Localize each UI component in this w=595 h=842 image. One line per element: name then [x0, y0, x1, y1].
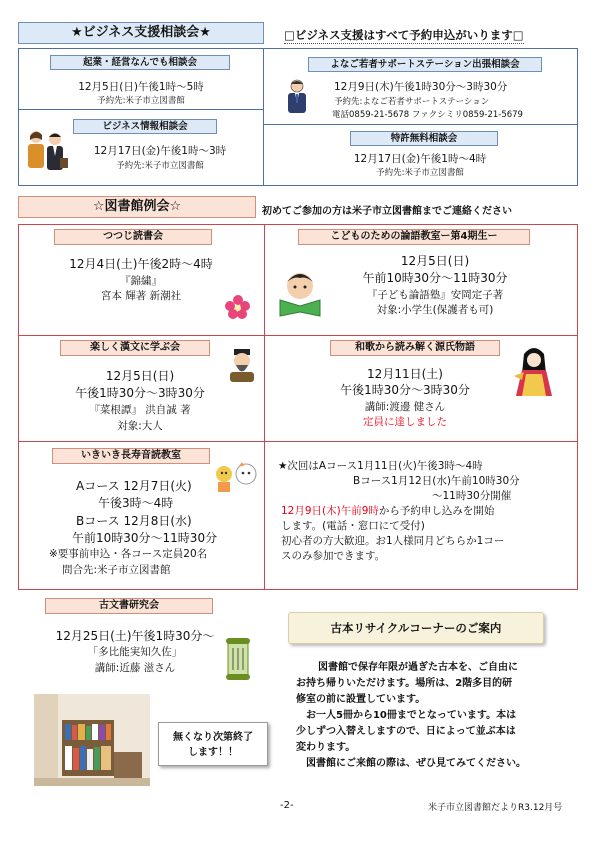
consult-info-place: 予約先:米子市立図書館 [116, 161, 204, 171]
ondoku-reservation [281, 504, 494, 518]
ondoku-a-time: 午後3時～4時 [98, 496, 174, 510]
ondoku-reservation-method: します。(電話・窓口にて受付) [281, 520, 425, 532]
rongo-date: 12月5日(日) [400, 254, 470, 268]
library-section-title: ☆図書館例会☆ [18, 196, 256, 218]
page-number: -2- [280, 800, 294, 811]
consult-startup-place: 予約先:米子市立図書館 [97, 96, 185, 106]
business-divider-v [263, 48, 264, 186]
genji-lecturer: 講師:渡邊 健さん [364, 401, 446, 413]
ondoku-note: ※要事前申込・各コース定員20名 [49, 548, 208, 560]
genji-date: 12月11日(土) [367, 367, 443, 381]
kanbun-label: 楽しく漢文に学ぶ会 [60, 340, 210, 356]
ondoku-contact: 問合先:米子市立図書館 [62, 564, 171, 576]
ondoku-next-b-end: ～11時30分開催 [432, 490, 512, 502]
tsutsuji-author: 宮本 輝著 新潮社 [100, 290, 182, 302]
ondoku-welcome: 初心者の方大歓迎。お1人様同月どちらか1コー [281, 535, 505, 547]
heian-lady-icon [512, 346, 556, 398]
komonjo-title: 「多比能実知久佐」 [87, 646, 183, 658]
tsutsuji-date: 12月4日(土)午後2時～4時 [69, 257, 213, 271]
recycle-line-7: 図書館にご来館の際は、ぜひ見てみてください。 [306, 758, 526, 769]
ondoku-a-date: Aコース 12月7日(火) [76, 479, 192, 493]
ondoku-next-b: Bコース1月12日(水)午前10時30分 [353, 475, 520, 487]
komonjo-lecturer: 講師:近藤 滋さん [94, 662, 176, 674]
consult-patent-date: 12月17日(金)午後1時～4時 [353, 153, 487, 165]
library-notice: 初めてご参加の方は米子市立図書館までご連絡ください [262, 206, 512, 217]
library-divider-h1 [18, 335, 578, 336]
ondoku-reservation-start: 12月9日(木)午前9時 [281, 505, 379, 517]
rongo-time: 午前10時30分～11時30分 [362, 271, 508, 285]
rongo-target: 対象:小学生(保護者も可) [376, 304, 494, 316]
komonjo-label: 古文書研究会 [45, 598, 213, 614]
kanbun-book: 『菜根譚』 洪自誠 著 [89, 404, 191, 416]
library-divider-v [264, 224, 265, 590]
ondoku-b-date: Bコース 12月8日(水) [76, 514, 192, 528]
library-divider-h3 [18, 589, 264, 590]
flower-icon [224, 293, 252, 321]
business-divider-h-left [18, 109, 264, 110]
scroll-icon [224, 636, 252, 680]
consult-patent-label: 特許無料相談会 [350, 131, 498, 146]
recycle-line-3: 修室の前に設置しています。 [296, 694, 426, 705]
consult-youth-label: よなご若者サポートステーション出張相談会 [308, 57, 542, 72]
genji-time: 午後1時30分～3時30分 [340, 383, 470, 397]
consult-youth-place: 予約先:よなご若者サポートステーション [334, 97, 490, 107]
recycle-line-4: お一人5冊から10冊までとなっています。本は [306, 710, 517, 721]
consult-youth-date: 12月9日(木)午後1時30分～3時30分 [334, 81, 508, 93]
business-divider-h-right [263, 124, 578, 125]
consult-startup-date: 12月5日(日)午後1時～5時 [78, 81, 204, 93]
genji-full-notice: 定員に達しました [363, 416, 447, 428]
rongo-label: こどものための論語教室ー第4期生ー [298, 229, 530, 245]
ondoku-label: いきいき長寿音読教室 [52, 448, 210, 464]
tsutsuji-book: 『錦繍』 [120, 275, 162, 287]
ondoku-b-time: 午前10時30分～11時30分 [72, 531, 218, 545]
recycle-line-6: 変わります。 [296, 742, 356, 753]
child-reading-icon [276, 268, 324, 318]
library-divider-h2 [18, 441, 578, 442]
bookshelf-photo [34, 694, 150, 786]
ondoku-reservation-text: から予約申し込みを開始 [378, 505, 495, 517]
kanbun-target: 対象:大人 [117, 420, 163, 432]
rongo-book: 『子ども論語塾』安岡定子著 [366, 289, 504, 301]
consult-startup-label: 起業・経営なんでも相談会 [50, 55, 230, 70]
consult-info-date: 12月17日(金)午後1時～3時 [93, 145, 227, 157]
recycle-title: 古本リサイクルコーナーのご案内 [288, 612, 544, 644]
until-gone-badge: 無くなり次第終了 します！！ [158, 722, 268, 766]
consult-info-label: ビジネス情報相談会 [73, 119, 217, 134]
ondoku-next-a: ★次回はAコース1月11日(火)午後3時～4時 [278, 460, 483, 472]
genji-label: 和歌から読み解く源氏物語 [330, 340, 500, 356]
business-section-title: ★ビジネス支援相談会★ [18, 22, 264, 44]
consult-patent-place: 予約先:米子市立図書館 [376, 168, 464, 178]
recycle-line-5: 少しずつ入替えしますので、日によって並ぶ本は [296, 726, 516, 737]
komonjo-date: 12月25日(土)午後1時30分～ [55, 629, 215, 643]
recycle-body [296, 660, 566, 772]
ondoku-mascot-icon [214, 460, 260, 494]
business-notice: □ビジネス支援はすべて予約申込がいります□ [284, 28, 524, 42]
confucius-icon [226, 348, 258, 382]
consult-youth-icon [282, 78, 312, 116]
recycle-line-2: お持ち帰りいただけます。場所は、2階多目的研 [296, 678, 513, 689]
kanbun-time: 午後1時30分～3時30分 [75, 386, 205, 400]
footer-source: 米子市立図書館だよりR3.12月号 [428, 803, 563, 813]
tsutsuji-label: つつじ読書会 [54, 229, 212, 245]
kanbun-date: 12月5日(日) [105, 369, 175, 383]
ondoku-welcome-2: スのみ参加できます。 [281, 550, 386, 562]
consult-youth-tel: 電話0859-21-5678 ファクシミリ0859-21-5679 [332, 110, 523, 120]
recycle-line-1: 図書館で保存年限が過ぎた古本を、ご自由に [318, 662, 518, 673]
